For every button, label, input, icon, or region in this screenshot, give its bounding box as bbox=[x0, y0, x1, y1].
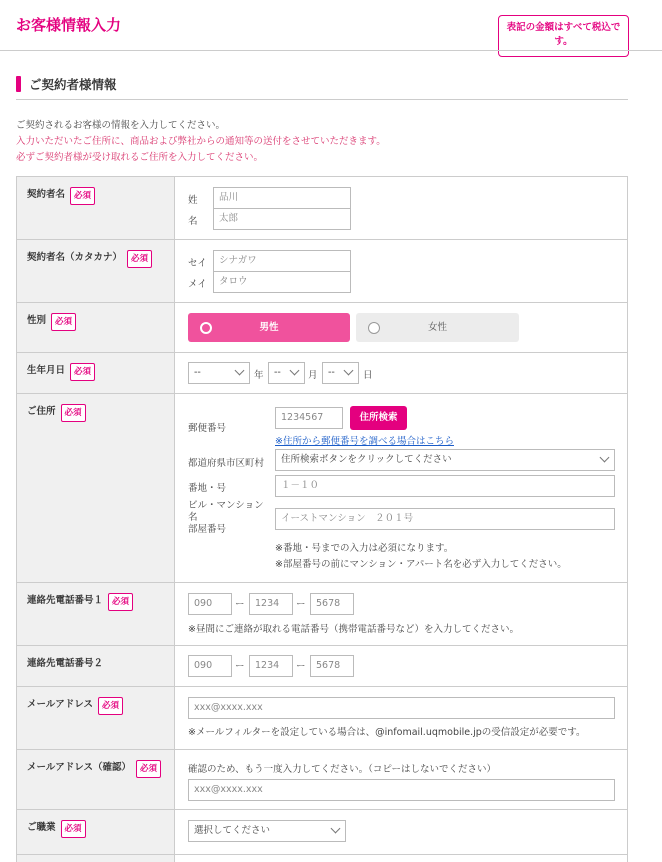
birth-month-select[interactable] bbox=[268, 362, 305, 384]
occupation-select[interactable] bbox=[188, 820, 346, 842]
row-occupation bbox=[17, 810, 627, 855]
sei-kana-input[interactable]: シナガワ bbox=[213, 250, 351, 272]
phone1-part1-input[interactable]: 090 bbox=[188, 593, 232, 615]
chevron-down-icon bbox=[290, 366, 300, 376]
building-label-line-1: ビル・マンション bbox=[188, 500, 264, 511]
intro-text bbox=[16, 118, 386, 166]
prefecture-select[interactable] bbox=[275, 449, 615, 471]
field-label: メールアドレス（確認） bbox=[27, 762, 132, 773]
radio-unchecked-icon bbox=[368, 322, 380, 334]
phone2-part1-input[interactable]: 090 bbox=[188, 655, 232, 677]
contract-form bbox=[16, 176, 628, 862]
year-unit: 年 bbox=[254, 370, 264, 381]
phone1-note: ※昼間にご連絡が取れる電話番号（携帯電話番号など）を入力してください。 bbox=[188, 624, 519, 635]
building-label-line-3: 部屋番号 bbox=[188, 524, 227, 535]
label-cell bbox=[17, 394, 175, 582]
postal-label: 郵便番号 bbox=[188, 423, 227, 434]
value-cell bbox=[175, 750, 627, 809]
value-cell bbox=[175, 240, 627, 302]
required-badge: 必須 bbox=[51, 313, 76, 331]
row-kana bbox=[17, 240, 627, 303]
required-badge: 必須 bbox=[136, 760, 161, 778]
field-label: 連絡先電話番号２ bbox=[27, 658, 104, 669]
building-label-line-2: 名 bbox=[188, 512, 198, 523]
field-label: 性別 bbox=[27, 315, 47, 326]
phone1-part2-input[interactable]: 1234 bbox=[249, 593, 293, 615]
row-gender bbox=[17, 303, 627, 353]
sei-label: 姓 bbox=[188, 195, 198, 206]
intro-line-3: 必ずご契約者様が受け取れるご住所を入力してください。 bbox=[16, 152, 264, 163]
row-phone-1 bbox=[17, 583, 627, 646]
email-confirm-note: 確認のため、もう一度入力してください。（コピーはしないでください） bbox=[188, 764, 496, 775]
address-note-1: ※番地・号までの入力は必須になります。 bbox=[275, 543, 454, 554]
row-next bbox=[17, 855, 627, 862]
chevron-down-icon bbox=[344, 366, 354, 376]
required-badge: 必須 bbox=[108, 593, 133, 611]
birth-day-value: -- bbox=[328, 367, 335, 378]
chevron-down-icon bbox=[331, 824, 341, 834]
label-cell bbox=[17, 855, 175, 862]
required-badge: 必須 bbox=[127, 250, 152, 268]
section-divider bbox=[16, 99, 628, 100]
field-label: 連絡先電話番号１ bbox=[27, 595, 104, 606]
section-title: ご契約者様情報 bbox=[29, 77, 117, 92]
label-cell bbox=[17, 750, 175, 809]
value-cell bbox=[175, 810, 627, 854]
sei-input[interactable]: 品川 bbox=[213, 187, 351, 209]
mei-kana-input[interactable]: タロウ bbox=[213, 271, 351, 293]
birth-year-select[interactable] bbox=[188, 362, 250, 384]
field-label: メールアドレス bbox=[27, 699, 94, 710]
day-unit: 日 bbox=[363, 370, 373, 381]
label-cell bbox=[17, 646, 175, 686]
phone-separator: ー bbox=[235, 599, 245, 610]
banchi-input[interactable]: １－１０ bbox=[275, 475, 615, 497]
gender-female-label: 女性 bbox=[427, 322, 447, 333]
radio-checked-icon bbox=[200, 322, 212, 334]
address-note-2: ※部屋番号の前にマンション・アパート名を必ず入力してください。 bbox=[275, 559, 567, 570]
birth-day-select[interactable] bbox=[322, 362, 359, 384]
value-cell bbox=[175, 855, 627, 862]
required-badge: 必須 bbox=[70, 363, 95, 381]
birth-year-value: -- bbox=[194, 367, 201, 378]
value-cell bbox=[175, 303, 627, 352]
email-input[interactable]: xxx@xxxx.xxx bbox=[188, 697, 615, 719]
row-name bbox=[17, 177, 627, 240]
postal-lookup-link[interactable]: ※住所から郵便番号を調べる場合はこちら bbox=[275, 436, 454, 447]
field-label: 契約者名 bbox=[27, 189, 66, 200]
phone2-part3-input[interactable]: 5678 bbox=[310, 655, 354, 677]
label-cell bbox=[17, 810, 175, 854]
intro-line-1: ご契約されるお客様の情報を入力してください。 bbox=[16, 120, 226, 131]
value-cell bbox=[175, 177, 627, 239]
required-badge: 必須 bbox=[70, 187, 95, 205]
gender-male-label: 男性 bbox=[259, 322, 279, 333]
page-title: お客様情報入力 bbox=[16, 16, 122, 34]
gender-female-option[interactable] bbox=[356, 313, 519, 342]
mei-label: 名 bbox=[188, 216, 198, 227]
required-badge: 必須 bbox=[61, 404, 86, 422]
banchi-label: 番地・号 bbox=[188, 483, 227, 494]
label-cell bbox=[17, 353, 175, 393]
phone2-part2-input[interactable]: 1234 bbox=[249, 655, 293, 677]
building-label bbox=[188, 500, 264, 536]
phone-separator: ー bbox=[296, 661, 306, 672]
row-email-confirm bbox=[17, 750, 627, 810]
row-email bbox=[17, 687, 627, 750]
chevron-down-icon bbox=[235, 366, 245, 376]
header-divider bbox=[0, 50, 662, 51]
building-input[interactable]: イーストマンション ２０１号 bbox=[275, 508, 615, 530]
field-label: 生年月日 bbox=[27, 365, 66, 376]
row-phone-2 bbox=[17, 646, 627, 687]
section-marker bbox=[16, 76, 21, 92]
gender-male-option[interactable] bbox=[188, 313, 350, 342]
label-cell bbox=[17, 687, 175, 749]
field-label: ご職業 bbox=[27, 822, 56, 833]
prefecture-select-value: 住所検索ボタンをクリックしてください bbox=[281, 454, 452, 465]
chevron-down-icon bbox=[600, 453, 610, 463]
intro-line-2: 入力いただいたご住所に、商品および弊社からの通知等の送付をさせていただきます。 bbox=[16, 136, 386, 147]
label-cell bbox=[17, 303, 175, 352]
postal-input[interactable]: 1234567 bbox=[275, 407, 343, 429]
address-search-button[interactable]: 住所検索 bbox=[350, 406, 407, 430]
phone-separator: ー bbox=[296, 599, 306, 610]
row-birthdate bbox=[17, 353, 627, 394]
row-address bbox=[17, 394, 627, 583]
value-cell bbox=[175, 394, 627, 582]
email-confirm-input[interactable]: xxx@xxxx.xxx bbox=[188, 779, 615, 801]
field-label: ご住所 bbox=[27, 406, 56, 417]
phone1-part3-input[interactable]: 5678 bbox=[310, 593, 354, 615]
mei-kana-label: メイ bbox=[188, 279, 207, 290]
mei-input[interactable]: 太郎 bbox=[213, 208, 351, 230]
value-cell bbox=[175, 583, 627, 645]
value-cell bbox=[175, 646, 627, 686]
phone-separator: ー bbox=[235, 661, 245, 672]
label-cell bbox=[17, 177, 175, 239]
email-note: ※メールフィルターを設定している場合は、@infomail.uqmobile.jpの受信設定が必要です。 bbox=[188, 727, 586, 738]
sei-kana-label: セイ bbox=[188, 258, 207, 269]
birth-month-value: -- bbox=[274, 367, 281, 378]
month-unit: 月 bbox=[308, 370, 318, 381]
label-cell bbox=[17, 583, 175, 645]
field-label: 契約者名（カタカナ） bbox=[27, 252, 123, 263]
occupation-select-value: 選択してください bbox=[194, 825, 271, 836]
prefecture-label: 都道府県市区町村 bbox=[188, 458, 265, 469]
required-badge: 必須 bbox=[61, 820, 86, 838]
value-cell bbox=[175, 353, 627, 393]
label-cell bbox=[17, 240, 175, 302]
value-cell bbox=[175, 687, 627, 749]
required-badge: 必須 bbox=[98, 697, 123, 715]
price-note-badge: 表記の金額はすべて税込です。 bbox=[498, 15, 629, 57]
